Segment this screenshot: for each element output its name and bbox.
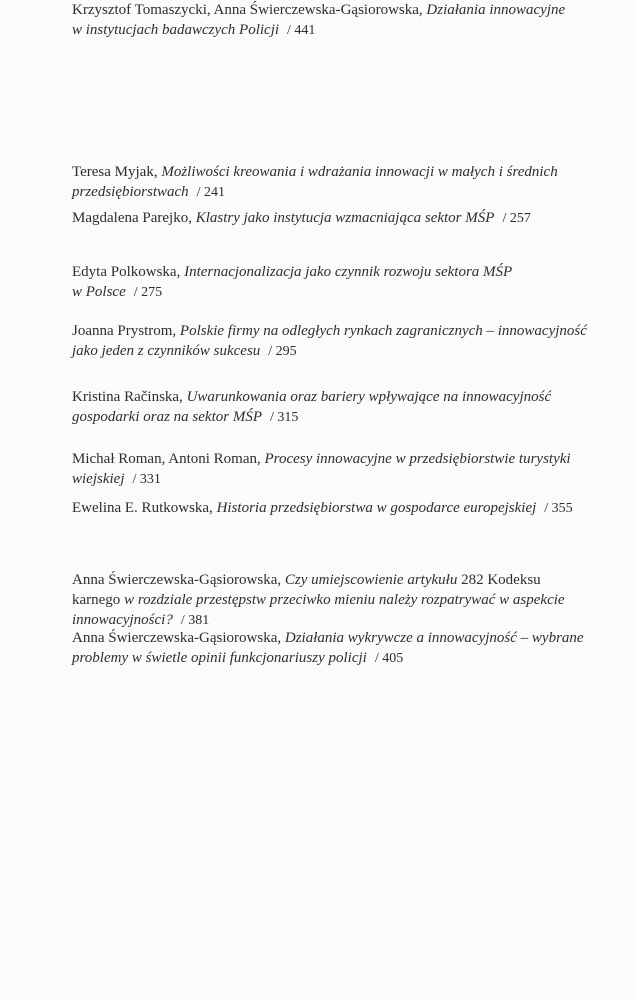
entry-author-text: Krzysztof Tomaszycki, Anna Świerczewska-Gąsiorowska, <box>72 2 427 18</box>
toc-entry <box>72 387 572 428</box>
toc-entry <box>72 498 572 519</box>
entry-title-text: Procesy innowacyjne w przedsiębiorstwie turystyki <box>264 451 571 467</box>
entry-author-text: Ewelina E. Rutkowska, <box>72 500 217 516</box>
toc-entry-line <box>72 20 572 41</box>
toc-entry-line <box>72 449 572 469</box>
toc-entry-line <box>72 590 572 610</box>
toc-entry-line <box>72 498 572 519</box>
page-number: / 381 <box>180 613 210 628</box>
entry-author-text: Michał Roman, Antoni Roman, <box>72 451 265 467</box>
entry-title-text: jako jeden z czynników sukcesu <box>72 343 261 359</box>
toc-entry <box>72 208 572 229</box>
toc-entry <box>72 449 572 490</box>
toc-entry-line <box>72 282 572 303</box>
entry-title-text: w instytucjach badawczych Policji <box>72 22 280 38</box>
toc-entry-line <box>72 469 572 490</box>
toc-entry-line <box>72 208 572 229</box>
entry-author-text: Magdalena Parejko, <box>72 210 196 226</box>
entry-author-text: Kristina Račinska, <box>72 389 187 405</box>
toc-entry <box>72 628 584 669</box>
entry-author-text: 282 Kodeksu <box>461 572 541 588</box>
entry-title-text: Możliwości kreowania i wdrażania innowacji w małych i średnich <box>161 164 558 180</box>
entry-title-text: Internacjonalizacja jako czynnik rozwoju sektora MŚP <box>184 264 513 280</box>
toc-entry-line <box>72 387 572 407</box>
toc-entry-line <box>72 0 572 20</box>
entry-title-text: problemy w świetle opinii funkcjonariuszy policji <box>72 650 367 666</box>
entry-title-text: Czy umiejscowienie artykułu <box>284 572 462 588</box>
entry-title-text: Klastry jako instytucja wzmacniająca sektor MŚP <box>195 210 495 226</box>
page-number: / 355 <box>544 501 573 516</box>
toc-entry <box>72 321 587 362</box>
entry-author-text: Anna Świerczewska-Gąsiorowska, <box>72 572 285 588</box>
toc-entry-line <box>72 570 572 590</box>
page-number: / 405 <box>374 651 404 666</box>
entry-author-text: karnego <box>72 592 125 608</box>
toc-entry-line <box>72 341 572 362</box>
toc-entry-line <box>72 182 572 203</box>
entry-title-text: Działania wykrywcze a innowacyjność – wybrane <box>284 630 584 646</box>
toc-entry <box>72 162 572 203</box>
toc-entry-line <box>72 628 584 648</box>
page-number: / 315 <box>270 410 299 425</box>
toc-entry-line <box>72 321 587 341</box>
page-number: / 441 <box>287 23 316 38</box>
entry-author-text: Teresa Myjak, <box>72 164 162 180</box>
toc-entry-line <box>72 262 572 282</box>
entry-title-text: innowacyjności? <box>72 612 173 628</box>
toc-entry-line <box>72 648 572 669</box>
entry-author-text: Anna Świerczewska-Gąsiorowska, <box>72 630 285 646</box>
page-number: / 241 <box>196 185 226 200</box>
entry-title-text: w rozdziale przestępstw przeciwko mieniu należy rozpatrywać w aspekcie <box>124 592 565 608</box>
toc-entry <box>72 0 572 41</box>
page-number: / 275 <box>133 285 163 300</box>
entry-title-text: przedsiębiorstwach <box>72 184 189 200</box>
page-number: / 257 <box>502 211 531 226</box>
entry-author-text: Joanna Prystrom, <box>72 323 180 339</box>
entry-title-text: w Polsce <box>72 284 126 300</box>
page-number: / 295 <box>268 344 297 359</box>
toc-entry <box>72 570 572 631</box>
page-number: / 331 <box>132 472 161 487</box>
entry-title-text: Polskie firmy na odległych rynkach zagranicznych – innowacyjność <box>179 323 587 339</box>
toc-entry <box>72 262 572 303</box>
entry-title-text: Historia przedsiębiorstwa w gospodarce europejskiej <box>216 500 537 516</box>
entry-title-text: Uwarunkowania oraz bariery wpływające na innowacyjność <box>186 389 552 405</box>
toc-entry-line <box>72 407 572 428</box>
toc-entry-line <box>72 162 572 182</box>
entry-author-text: Edyta Polkowska, <box>72 264 185 280</box>
entry-title-text: wiejskiej <box>72 471 125 487</box>
entry-title-text: gospodarki oraz na sektor MŚP <box>72 409 262 425</box>
entry-title-text: Działania innowacyjne <box>426 2 566 18</box>
